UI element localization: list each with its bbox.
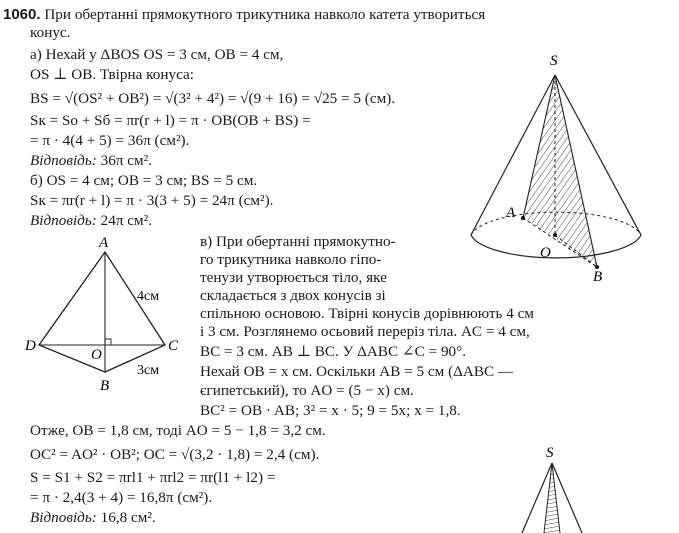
- part-v-line-3: тенузи утворюється тіло, яке: [200, 269, 387, 286]
- part-v-line-9: єгипетський), то AO = (5 − x) см.: [200, 382, 414, 399]
- rhombus-label-o: O: [91, 347, 102, 363]
- problem-intro-1: При обертанні прямокутного трикутника навколо катета утвориться: [44, 6, 486, 23]
- rhombus-figure: [25, 232, 200, 407]
- cone2-figure: [500, 443, 600, 533]
- cone-label-s: S: [550, 53, 558, 69]
- cone-label-o: O: [540, 245, 551, 261]
- part-a-answer-value: 36π см².: [100, 152, 152, 169]
- part-b-answer: [30, 212, 152, 230]
- part-v-answer: [30, 509, 156, 527]
- rhombus-side-label-4: 4см: [137, 289, 160, 304]
- part-b-answer-value: 24π см².: [100, 212, 152, 229]
- cone-figure: [455, 45, 655, 285]
- part-v-line-1: в) При обертанні прямокутно-: [200, 233, 396, 250]
- rhombus-label-c: C: [168, 338, 179, 354]
- cone-label-a: A: [506, 205, 516, 221]
- part-a-line-3: BS = √(OS² + OB²) = √(3² + 4²) = √(9 + 16) = √25 = 5 (см).: [30, 90, 396, 107]
- rhombus-outline: [39, 252, 165, 372]
- part-v-line-10: BC² = OB · AB; 3² = x · 5; 9 = 5x; x = 1,8.: [200, 402, 461, 419]
- part-v-answer-label: Відповідь:: [30, 509, 97, 526]
- cone2-section-hatch: [544, 463, 560, 533]
- rhombus-right-angle-mark: [105, 339, 111, 345]
- rhombus-label-d: D: [25, 338, 36, 354]
- part-v-line-6: і 3 см. Розглянемо осьовий переріз тіла. AC = 4 см,: [200, 323, 530, 340]
- part-a-line-2: OS ⊥ OB. Твірна конуса:: [30, 66, 194, 83]
- part-v-line-11: Отже, OB = 1,8 см, тоді AO = 5 − 1,8 = 3,2 см.: [30, 422, 326, 439]
- cone-label-b: B: [593, 269, 603, 285]
- cone-point-a: [521, 216, 525, 220]
- part-v-answer-value: 16,8 см².: [100, 509, 156, 526]
- part-v-line-2: го трикутника навколо гіпо-: [200, 251, 382, 268]
- part-v-line-7: BC = 3 см. AB ⊥ BC. У ΔABC ∠C = 90°.: [200, 343, 466, 360]
- part-v-line-4: складається з двох конусів зі: [200, 287, 386, 304]
- part-b-line-1: б) OS = 4 см; OB = 3 см; BS = 5 см.: [30, 172, 258, 189]
- cone-point-o: [553, 233, 557, 237]
- problem-header-line: [3, 6, 485, 24]
- part-a-answer: [30, 152, 152, 170]
- rhombus-label-a: A: [99, 235, 109, 251]
- part-a-line-1: а) Нехай у ΔBOS OS = 3 см, OB = 4 см,: [30, 46, 284, 63]
- part-v-line-8: Нехай OB = x см. Оскільки AB = 5 см (ΔABC —: [200, 363, 514, 380]
- part-v-line-5: спільною основою. Твірні конусів дорівнюють 4 см: [200, 305, 535, 322]
- problem-number: 1060.: [3, 6, 41, 23]
- part-b-line-2: Sк = πr(r + l) = π · 3(3 + 5) = 24π (см²).: [30, 192, 274, 209]
- part-a-answer-label: Відповідь:: [30, 152, 97, 169]
- cone-section-hatch: [523, 75, 597, 267]
- rhombus-label-b: B: [100, 378, 110, 394]
- cone2-label-s: S: [546, 445, 554, 461]
- part-a-line-5: = π · 4(4 + 5) = 36π (см²).: [30, 132, 190, 149]
- problem-intro-2: конус.: [30, 24, 71, 41]
- rhombus-side-label-3: 3см: [137, 363, 160, 378]
- part-b-answer-label: Відповідь:: [30, 212, 97, 229]
- part-v-line-13: S = S1 + S2 = πrl1 + πrl2 = πr(l1 + l2) =: [30, 469, 276, 486]
- part-v-line-12: OC² = AO² · OB²; OC = √(3,2 · 1,8) = 2,4 (см).: [30, 446, 320, 463]
- part-a-line-4: Sк = Sо + Sб = πr(r + l) = π · OB(OB + BS) =: [30, 112, 311, 129]
- part-v-line-14: = π · 2,4(3 + 4) = 16,8π (см²).: [30, 489, 213, 506]
